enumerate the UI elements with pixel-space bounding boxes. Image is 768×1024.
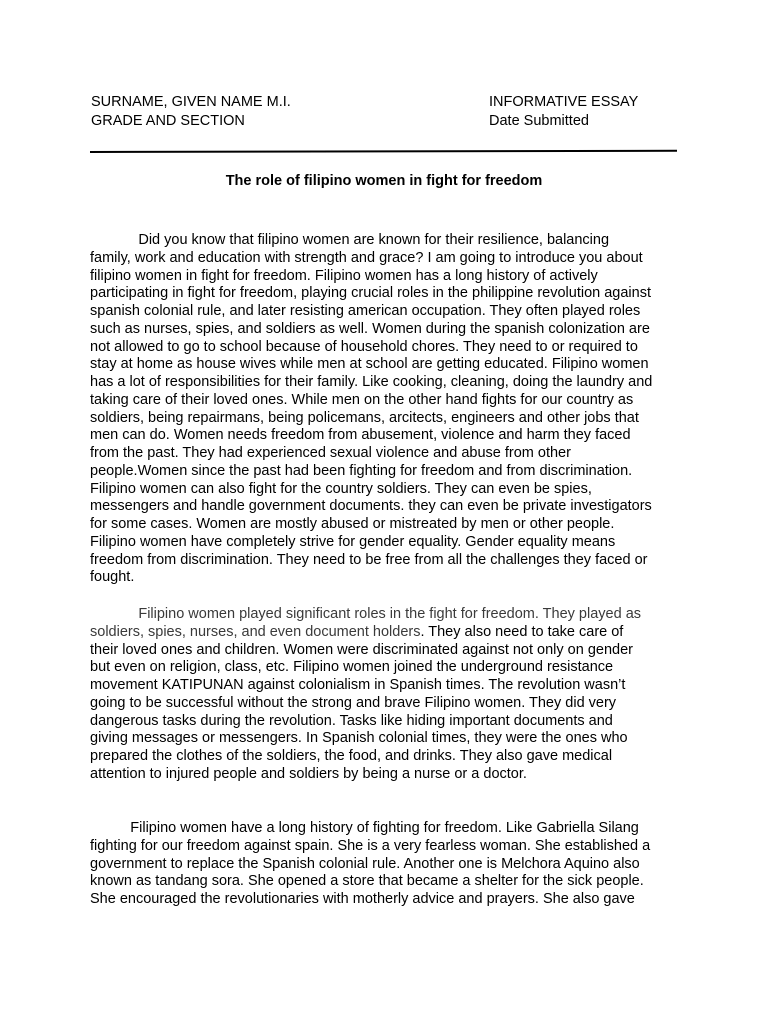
paragraph-line: filipino women in fight for freedom. Filipino women has a long history of actively <box>90 267 598 284</box>
paragraph-line: government to replace the Spanish colonial rule. Another one is Melchora Aquino also <box>90 855 640 872</box>
student-name: SURNAME, GIVEN NAME M.I. <box>91 94 291 110</box>
highlighted-phrase: soldiers, spies, nurses, and even document holders <box>90 623 421 640</box>
header-divider <box>90 150 677 153</box>
paragraph-line <box>90 624 682 642</box>
date-submitted: Date Submitted <box>489 113 589 129</box>
paragraph-line: spanish colonial rule, and later resisting american occupation. They often played roles <box>90 303 641 319</box>
paragraph-line: for some cases. Women are mostly abused or mistreated by men or other people. <box>90 516 615 532</box>
student-info-block <box>91 93 291 131</box>
paragraph-line: not allowed to go to school because of household chores. They need to or required to <box>90 338 638 355</box>
paragraph-line: has a lot of responsibilities for their family. Like cooking, cleaning, doing the laundry and <box>90 374 653 390</box>
paragraph-line: messengers and handle government documents. they can even be private investigators <box>90 498 652 515</box>
essay-info-block <box>489 93 638 131</box>
paragraph-1 <box>90 232 682 587</box>
paragraph-line: known as tandang sora. She opened a store that became a shelter for the sick people. <box>90 873 644 890</box>
paragraph-line: soldiers, being repairmans, being policemans, arcitects, engineers and other jobs that <box>90 409 639 426</box>
paragraph-line: but even on religion, class, etc. Filipino women joined the underground resistance <box>90 659 614 676</box>
paragraph-line: from the past. They had experienced sexual violence and abuse from other <box>90 445 571 461</box>
paragraph-line: attention to injured people and soldiers by being a nurse or a doctor. <box>90 765 527 782</box>
line-continuation: . They also need to take care of <box>420 623 624 640</box>
paragraph-line: dangerous tasks during the revolution. Tasks like hiding important documents and <box>90 712 613 729</box>
paragraph-line: going to be successful without the strong and brave Filipino women. They did very <box>90 694 617 711</box>
paragraph-line: giving messages or messengers. In Spanish colonial times, they were the ones who <box>90 730 628 747</box>
paragraph-line: their loved ones and children. Women were discriminated against not only on gender <box>90 641 633 658</box>
paragraph-line: fighting for our freedom against spain. She is a very fearless woman. She established a <box>90 837 651 854</box>
paragraph-line: movement KATIPUNAN against colonialism in Spanish times. The revolution wasn’t <box>90 677 626 693</box>
paragraph-line: family, work and education with strength and grace? I am going to introduce you about <box>90 249 643 266</box>
essay-title: The role of filipino women in fight for freedom <box>225 173 543 189</box>
paragraph-line: Filipino women played significant roles in the fight for freedom. They played as <box>90 606 642 622</box>
paragraph-line: people.Women since the past had been fighting for freedom and from discrimination. <box>90 462 633 479</box>
paragraph-line: freedom from discrimination. They need to be free from all the challenges they faced or <box>90 551 648 568</box>
paragraph-2 <box>90 606 682 784</box>
paragraph-line: such as nurses, spies, and soldiers as well. Women during the spanish colonization are <box>90 320 650 337</box>
paragraph-line: men can do. Women needs freedom from abusement, violence and harm they faced <box>90 427 631 444</box>
paragraph-line: fought. <box>90 569 135 586</box>
paragraph-line: Filipino women can also fight for the country soldiers. They can even be spies, <box>90 480 592 497</box>
paragraph-line: participating in fight for freedom, playing crucial roles in the philippine revolution against <box>90 285 651 302</box>
paragraph-line: stay at home as house wives while men at school are getting educated. Filipino women <box>90 356 649 373</box>
paragraph-line: Filipino women have completely strive for gender equality. Gender equality means <box>90 533 616 550</box>
paragraph-line: taking care of their loved ones. While men on the other hand fights for our country as <box>90 391 634 408</box>
paragraph-line: She encouraged the revolutionaries with motherly advice and prayers. She also gave <box>90 891 635 907</box>
grade-section: GRADE AND SECTION <box>91 113 245 129</box>
essay-type: INFORMATIVE ESSAY <box>489 94 639 110</box>
paragraph-3 <box>90 820 682 909</box>
paragraph-line: Filipino women have a long history of fighting for freedom. Like Gabriella Silang <box>90 820 639 836</box>
paragraph-line: Did you know that filipino women are known for their resilience, balancing <box>90 232 610 248</box>
paragraph-line: prepared the clothes of the soldiers, the food, and drinks. They also gave medical <box>90 748 613 764</box>
